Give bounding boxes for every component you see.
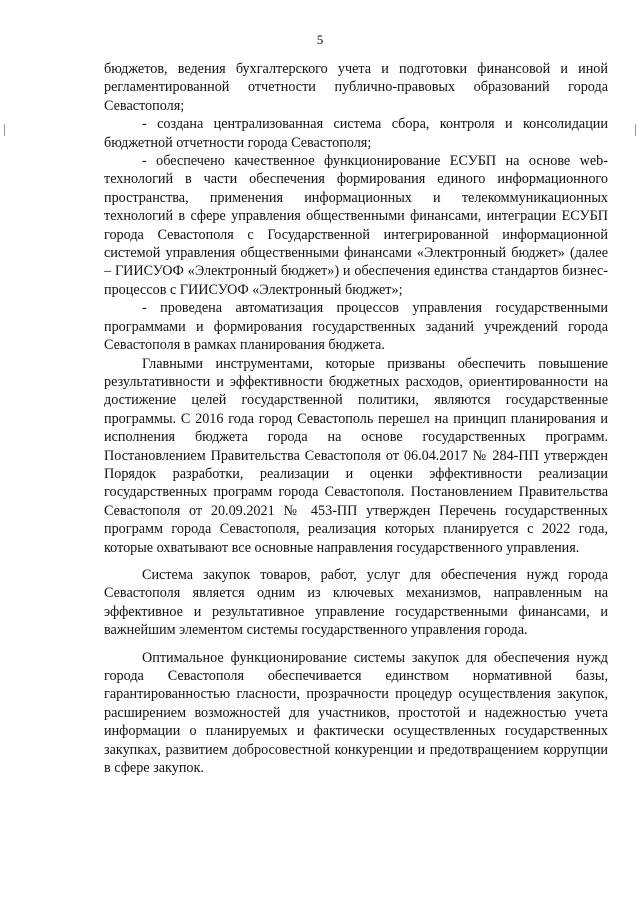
paragraph-procurement-functioning: Оптимальное функционирование системы закупок для обеспечения нужд города Севастополя обеспечивается единством нормативной базы, гарантированностью гласности, прозрачности процедур осуществления закупок, расширением возможностей для участников, простотой и надежностью учета информации о планируемых и фактически осуществленных государственных закупках, развитием добросовестной конкуренции и предотвращением коррупции в сфере закупок. xyxy=(104,649,608,777)
list-item-program-automation: - проведена автоматизация процессов управления государственными программами и формирования государственных заданий учреждений города Севастополя в рамках планирования бюджета. xyxy=(104,300,608,354)
paragraph-procurement-system: Система закупок товаров, работ, услуг для обеспечения нужд города Севастополя является одним из ключевых механизмов, направленным на эффективное и результативное управление государственными финансами, и важнейшим элементом системы государственного управления города. xyxy=(104,566,608,639)
paragraph-state-programs: Главными инструментами, которые призваны обеспечить повышение результативности и эффективности бюджетных расходов, ориентированности на достижение целей государственной политики, являются государственные программы. С 2016 года город Севастополь перешел на принцип планирования и исполнения бюджета города на основе государственных программ. Постановлением Правительства Севастополя от 06.04.2017 № 284-ПП утвержден Порядок разработки, реализации и оценки эффективности реализации государственных программ города Севастополя. Постановлением Правительства Севастополя от 20.09.2021 № 453-ПП утвержден Перечень государственных программ города Севастополя, реализация которых планируется с 2022 года, которые охватывают все основные направления государственного управления. xyxy=(104,355,608,556)
document-body xyxy=(104,60,608,777)
paragraph-continuation: бюджетов, ведения бухгалтерского учета и подготовки финансовой и иной регламентированной отчетности публично-правовых образований города Севастополя; xyxy=(104,61,608,114)
scan-edge-mark-right xyxy=(635,124,636,136)
scan-edge-mark-left xyxy=(4,124,5,136)
page-number: 5 xyxy=(316,32,324,47)
list-item-centralized-reporting: - создана централизованная система сбора, контроля и консолидации бюджетной отчетности города Севастополя; xyxy=(104,116,608,151)
list-item-esubp-functioning: - обеспечено качественное функционирование ЕСУБП на основе web-технологий в части обеспечения формирования единого информационного пространства, применения информационных и телекоммуникационных технологий в сфере управления общественными финансами, интеграции ЕСУБП города Севастополя с Государственной интегрированной информационной системой управления общественными финансами «Электронный бюджет» (далее – ГИИСУОФ «Электронный бюджет») и обеспечения единства стандартов бизнес-процессов с ГИИСУОФ «Электронный бюджет»; xyxy=(104,153,608,298)
